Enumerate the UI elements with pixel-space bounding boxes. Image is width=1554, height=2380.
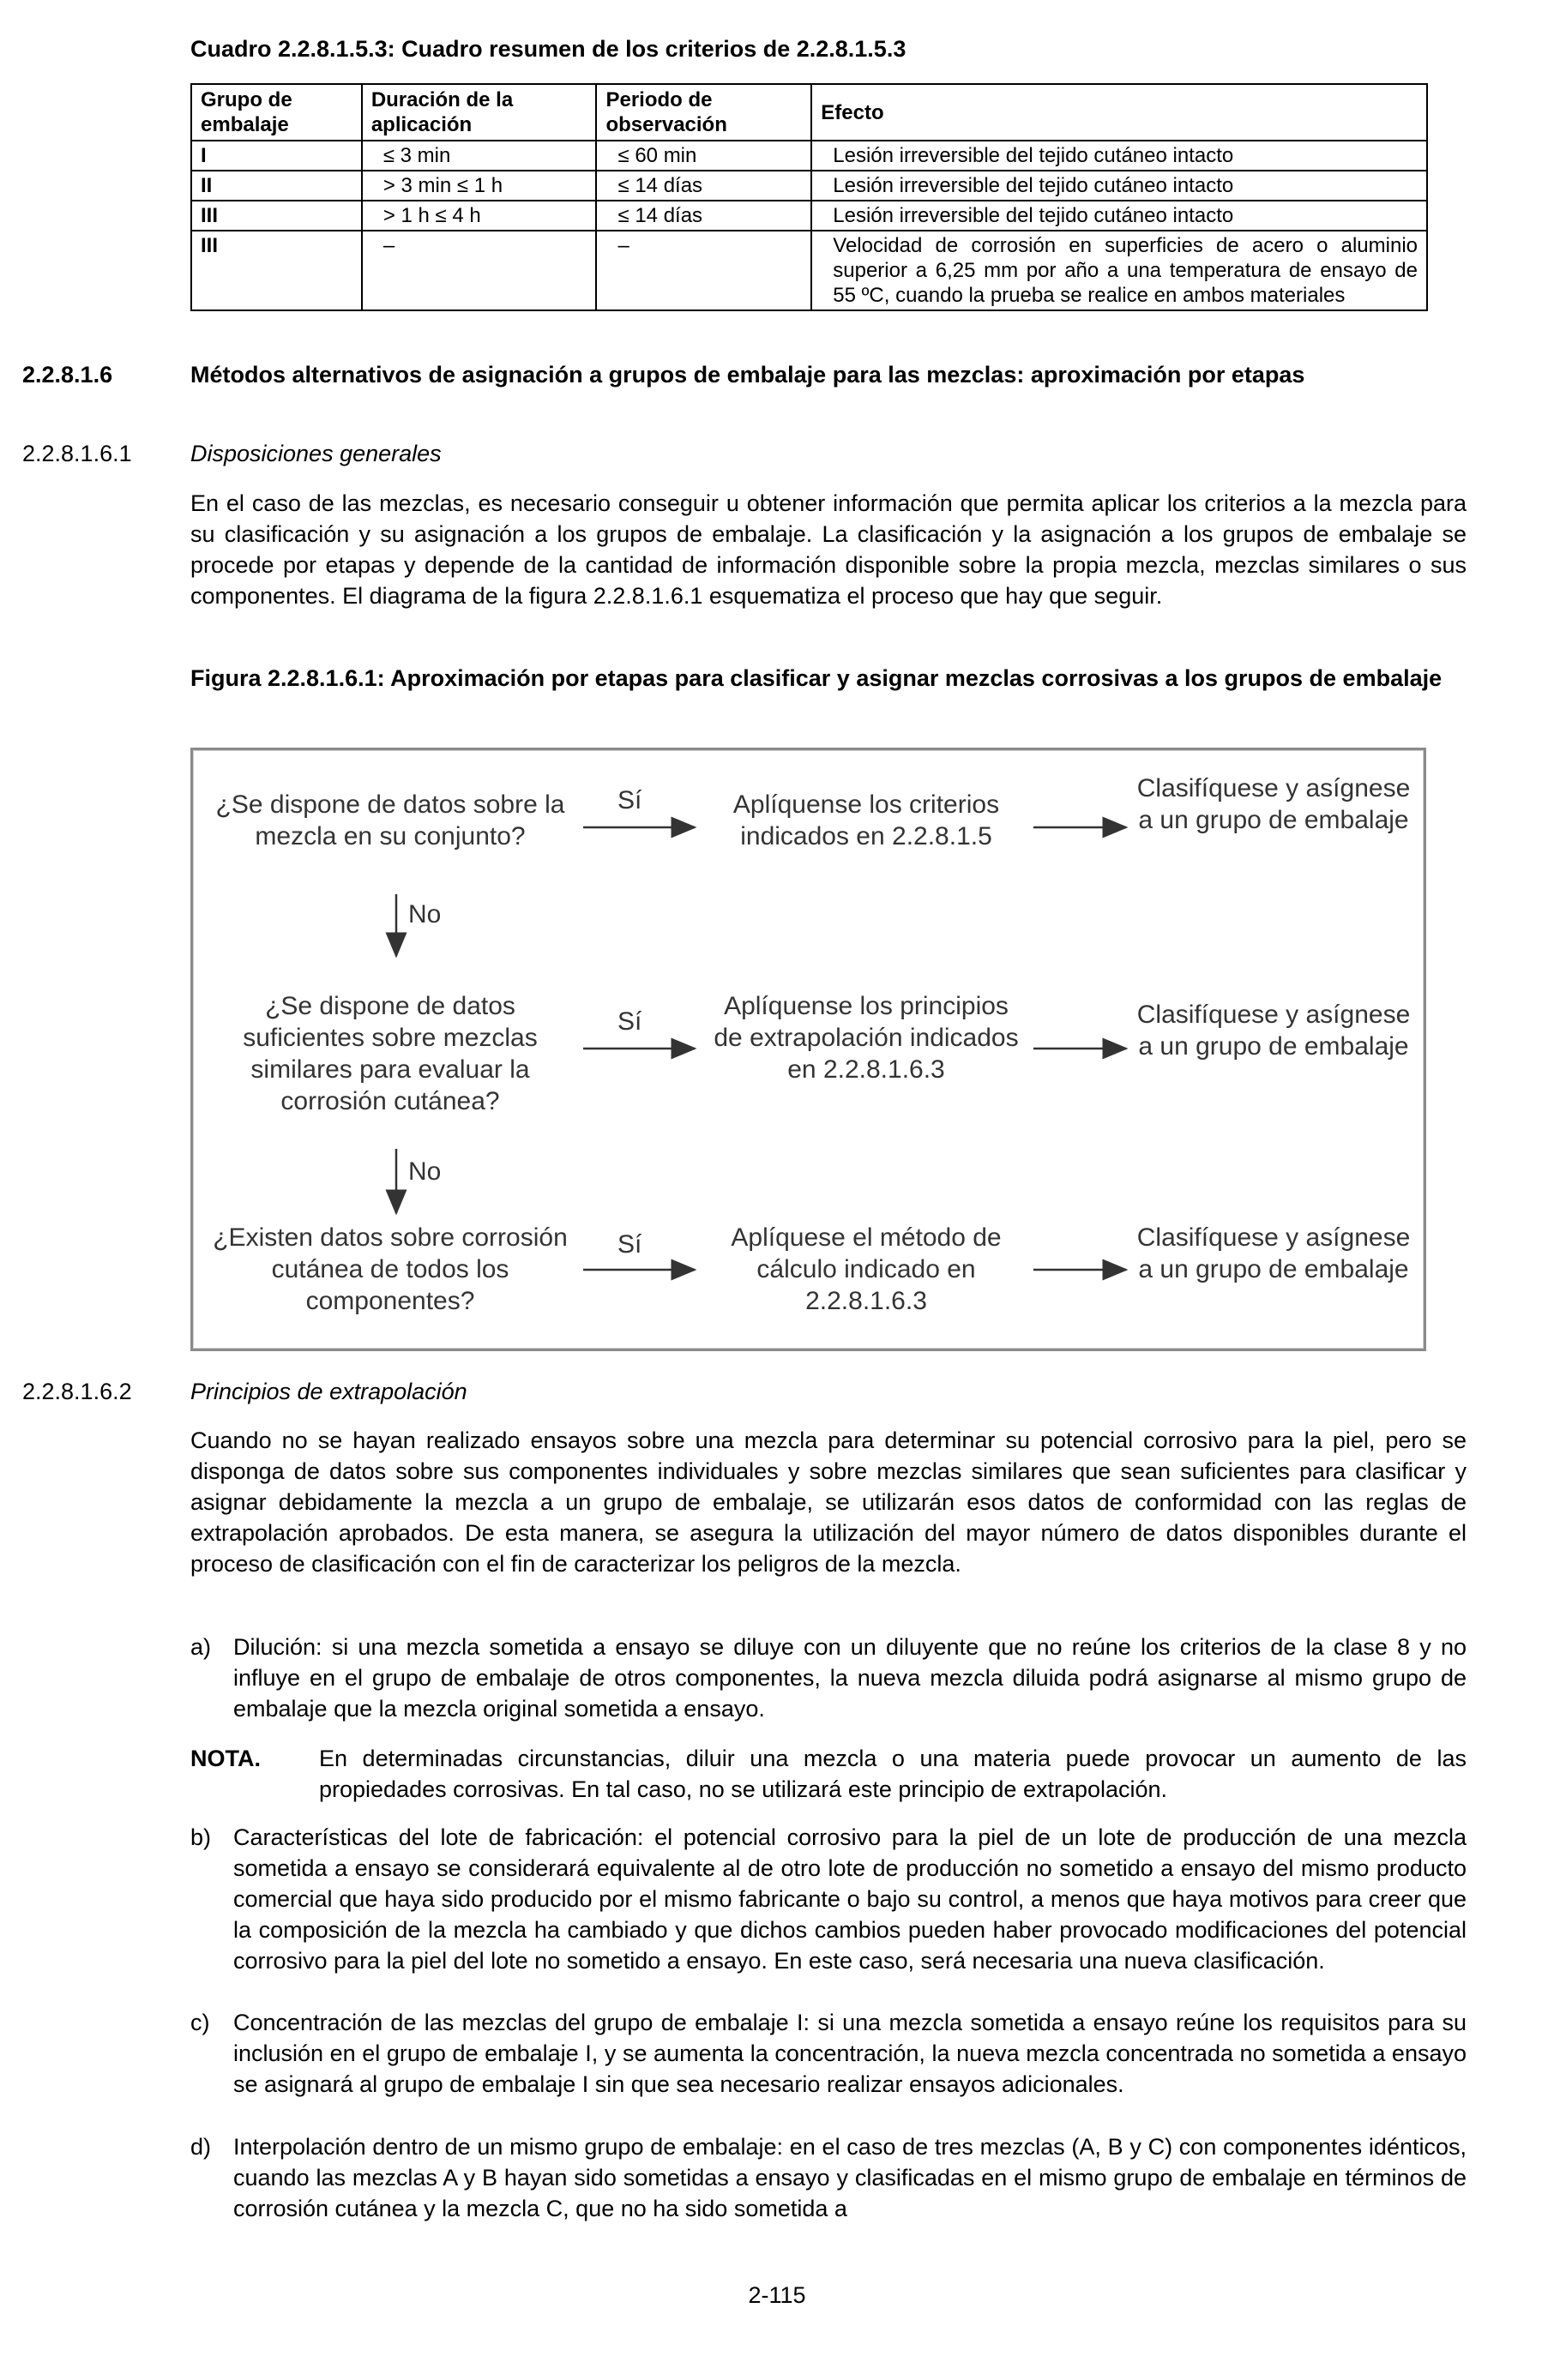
table-cell: Lesión irreversible del tejido cutáneo intacto	[811, 201, 1427, 231]
table-cell: Velocidad de corrosión en superficies de acero o aluminio superior a 6,25 mm por año a una temperatura de ensayo de 55 ºC, cuando la prueba se realice en ambos materiales	[811, 231, 1427, 310]
section-title: Disposiciones generales	[190, 441, 442, 466]
table-cell: –	[362, 231, 597, 310]
table-cell: > 1 h ≤ 4 h	[362, 201, 597, 231]
flow-result-2: Clasifíquese y asígnese a un grupo de embalaje	[1136, 1001, 1411, 1061]
flow-question-2: ¿Se dispone de datos suficientes sobre mezclas similares para evaluar la corrosión cutánea?	[243, 992, 538, 1115]
table-row	[191, 201, 1427, 231]
note-text: En determinadas circunstancias, diluir una mezcla o una materia puede provocar un aumento de las propiedades corrosivas. En tal caso, no se utilizará este principio de extrapolación.	[319, 1746, 1467, 1802]
flow-question-1: ¿Se dispone de datos sobre la mezcla en su conjunto?	[215, 790, 565, 850]
criteria-table	[190, 83, 1428, 311]
list-item-label: a)	[190, 1634, 212, 1660]
table-row	[191, 231, 1427, 310]
flow-no-label: No	[408, 900, 442, 929]
table-cell: ≤ 14 días	[596, 201, 811, 231]
flow-yes-label: Sí	[617, 1230, 642, 1259]
flow-yes-label: Sí	[617, 786, 642, 814]
table-cell: III	[191, 231, 362, 310]
list-item-text: Dilución: si una mezcla sometida a ensayo se diluye con un diluyente que no reúne los criterios de la clase 8 y no influye en el grupo de embalaje de otros componentes, la nueva mezcla diluida podrá asignarse al mismo grupo de embalaje que la mezcla original sometida a ensayo.	[233, 1634, 1467, 1722]
table-header-row	[191, 84, 1427, 141]
section-number: 2.2.8.1.6.1	[22, 441, 132, 466]
table-cell: ≤ 60 min	[596, 141, 811, 171]
list-item-text: Características del lote de fabricación: el potencial corrosivo para la piel de un lote de producción de una mezcla sometida a ensayo se considerará equivalente al de otro lote de producción no sometido a ensayo del mismo producto comercial que haya sido producido por el mismo fabricante o bajo su control, a menos que haya motivos para creer que la composición de la mezcla ha cambiado y que dichos cambios pueden haber provocado modificaciones del potencial corrosivo para la piel del lote no sometido a ensayo. En este caso, será necesaria una nueva clasificación.	[233, 1824, 1467, 1974]
table-row	[191, 171, 1427, 201]
section-number: 2.2.8.1.6.2	[22, 1379, 132, 1404]
table-cell: Lesión irreversible del tejido cutáneo intacto	[811, 141, 1427, 171]
section-title: Principios de extrapolación	[190, 1379, 467, 1404]
list-item-label: c)	[190, 2010, 210, 2035]
table-header-cell: Efecto	[811, 84, 1427, 141]
table-cell: Lesión irreversible del tejido cutáneo intacto	[811, 171, 1427, 201]
table-cell: ≤ 3 min	[362, 141, 597, 171]
table-cell: II	[191, 171, 362, 201]
section-number: 2.2.8.1.6	[22, 362, 113, 388]
table-header-cell: Periodo de observación	[596, 84, 811, 141]
list-item-label: b)	[190, 1824, 212, 1850]
paragraph: En el caso de las mezclas, es necesario conseguir u obtener información que permita aplicar los criterios a la mezcla para su clasificación y su asignación a los grupos de embalaje. La clasificación y la asignación a los grupos de embalaje se procede por etapas y depende de la cantidad de información disponible sobre la propia mezcla, mezclas similares o sus componentes. El diagrama de la figura 2.2.8.1.6.1 esquematiza el proceso que hay que seguir.	[190, 490, 1467, 609]
flow-action-2: Aplíquense los principios de extrapolación indicados en 2.2.8.1.6.3	[714, 992, 1019, 1084]
flowchart	[190, 748, 1426, 1351]
table-header-cell: Duración de la aplicación	[362, 84, 597, 141]
flow-question-3: ¿Existen datos sobre corrosión cutánea de todos los componentes?	[213, 1223, 568, 1315]
table-header-cell: Grupo de embalaje	[191, 84, 362, 141]
flow-action-1: Aplíquense los criterios indicados en 2.2.8.1.5	[732, 790, 1000, 850]
table-caption: Cuadro 2.2.8.1.5.3: Cuadro resumen de los criterios de 2.2.8.1.5.3	[190, 36, 906, 62]
flow-no-label: No	[408, 1157, 442, 1186]
table-cell: –	[596, 231, 811, 310]
paragraph: Cuando no se hayan realizado ensayos sobre una mezcla para determinar su potencial corrosivo para la piel, pero se disponga de datos sobre sus componentes individuales y sobre mezclas similares que sean suficientes para clasificar y asignar debidamente la mezcla a un grupo de embalaje, se utilizarán esos datos de conformidad con las reglas de extrapolación aprobados. De esta manera, se asegura la utilización del mayor número de datos disponibles durante el proceso de clasificación con el fin de caracterizar los peligros de la mezcla.	[190, 1427, 1467, 1577]
section-title: Métodos alternativos de asignación a grupos de embalaje para las mezclas: aproximación por etapas	[190, 362, 1305, 388]
flow-result-3: Clasifíquese y asígnese a un grupo de embalaje	[1136, 1223, 1411, 1283]
page-number: 2-115	[748, 2282, 806, 2308]
flow-action-3: Aplíquese el método de cálculo indicado en 2.2.8.1.6.3	[731, 1223, 1002, 1315]
table-cell: I	[191, 141, 362, 171]
table-cell: ≤ 14 días	[596, 171, 811, 201]
table-cell: > 3 min ≤ 1 h	[362, 171, 597, 201]
list-item-label: d)	[190, 2134, 212, 2160]
figure-caption: Figura 2.2.8.1.6.1: Aproximación por etapas para clasificar y asignar mezclas corrosivas a los grupos de embalaje	[190, 665, 1443, 691]
table-row	[191, 141, 1427, 171]
list-item-text: Interpolación dentro de un mismo grupo de embalaje: en el caso de tres mezclas (A, B y C) con componentes idénticos, cuando las mezclas A y B hayan sido sometidas a ensayo y clasificadas en el mismo grupo de embalaje en términos de corrosión cutánea y la mezcla C, que no ha sido sometida a	[233, 2134, 1467, 2221]
flow-result-1: Clasifíquese y asígnese a un grupo de embalaje	[1136, 774, 1411, 834]
table-cell: III	[191, 201, 362, 231]
flow-yes-label: Sí	[617, 1007, 642, 1036]
list-item-text: Concentración de las mezclas del grupo de embalaje I: si una mezcla sometida a ensayo reúne los requisitos para su inclusión en el grupo de embalaje I, y se aumenta la concentración, la nueva mezcla concentrada no sometida a ensayo se asignará al grupo de embalaje I sin que sea necesario realizar ensayos adicionales.	[233, 2010, 1467, 2097]
note-label: NOTA.	[190, 1746, 261, 1771]
